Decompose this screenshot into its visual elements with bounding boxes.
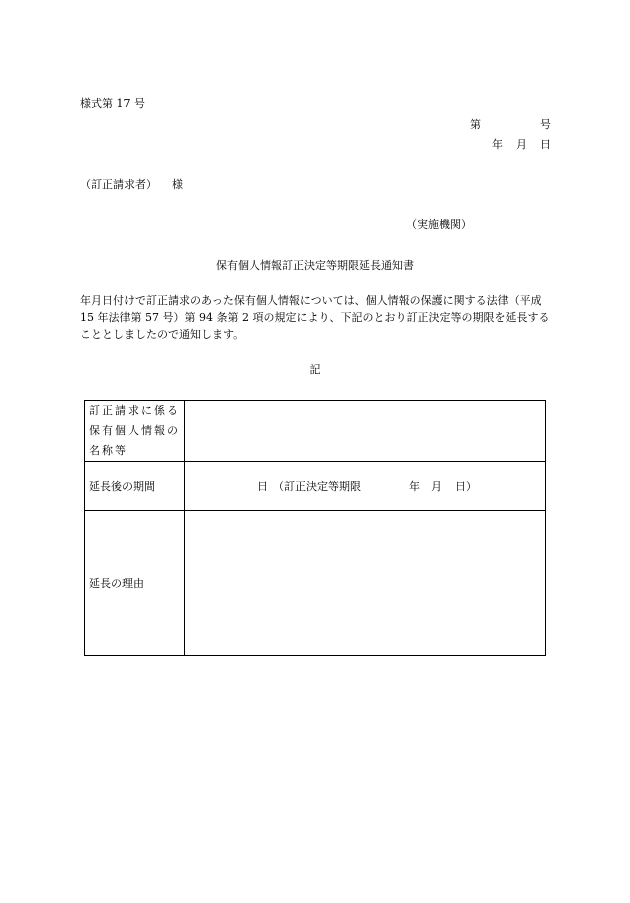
date-year: 年 <box>492 138 503 151</box>
row-name-label: 訂正請求に係る保有個人情報の名称等 <box>85 401 185 462</box>
table-row <box>85 511 546 656</box>
period-month: 月 <box>431 480 442 493</box>
body-month: 月 <box>91 294 102 307</box>
body-year: 年 <box>80 294 91 307</box>
recipient-label: （訂正請求者） <box>80 178 157 191</box>
document-title: 保有個人情報訂正決定等期限延長通知書 <box>216 259 414 272</box>
body-paragraph <box>80 292 550 343</box>
body-text: 日付けで訂正請求のあった保有個人情報については、個人情報の保護に関する法律（平成 15 年法律第 57 号）第 94 条第 2 項の規定により、下記のとおり訂正決定等の期限を延長することとしましたので通知します。 <box>80 294 550 341</box>
period-year: 年 <box>409 480 420 493</box>
form-number: 様式第 17 号 <box>80 97 145 110</box>
issuer-label: （実施機関） <box>406 218 472 231</box>
date-day: 日 <box>540 138 551 151</box>
period-deadline-note: （訂正決定等期限 <box>273 480 361 493</box>
row-period-label: 延長後の期間 <box>85 462 185 511</box>
period-day-close: 日） <box>455 480 477 493</box>
row-name-value <box>185 401 546 462</box>
ki-heading: 記 <box>309 363 321 376</box>
row-reason-label: 延長の理由 <box>85 511 185 656</box>
date-month: 月 <box>516 138 527 151</box>
period-day: 日 <box>257 480 268 493</box>
table-row <box>85 401 546 462</box>
document-number-prefix: 第 <box>470 118 481 131</box>
recipient-honorific: 様 <box>172 178 183 191</box>
row-reason-value <box>185 511 546 656</box>
table-row <box>85 462 546 511</box>
document-number-suffix: 号 <box>540 118 551 131</box>
detail-table <box>84 400 546 656</box>
row-period-value <box>185 462 546 511</box>
